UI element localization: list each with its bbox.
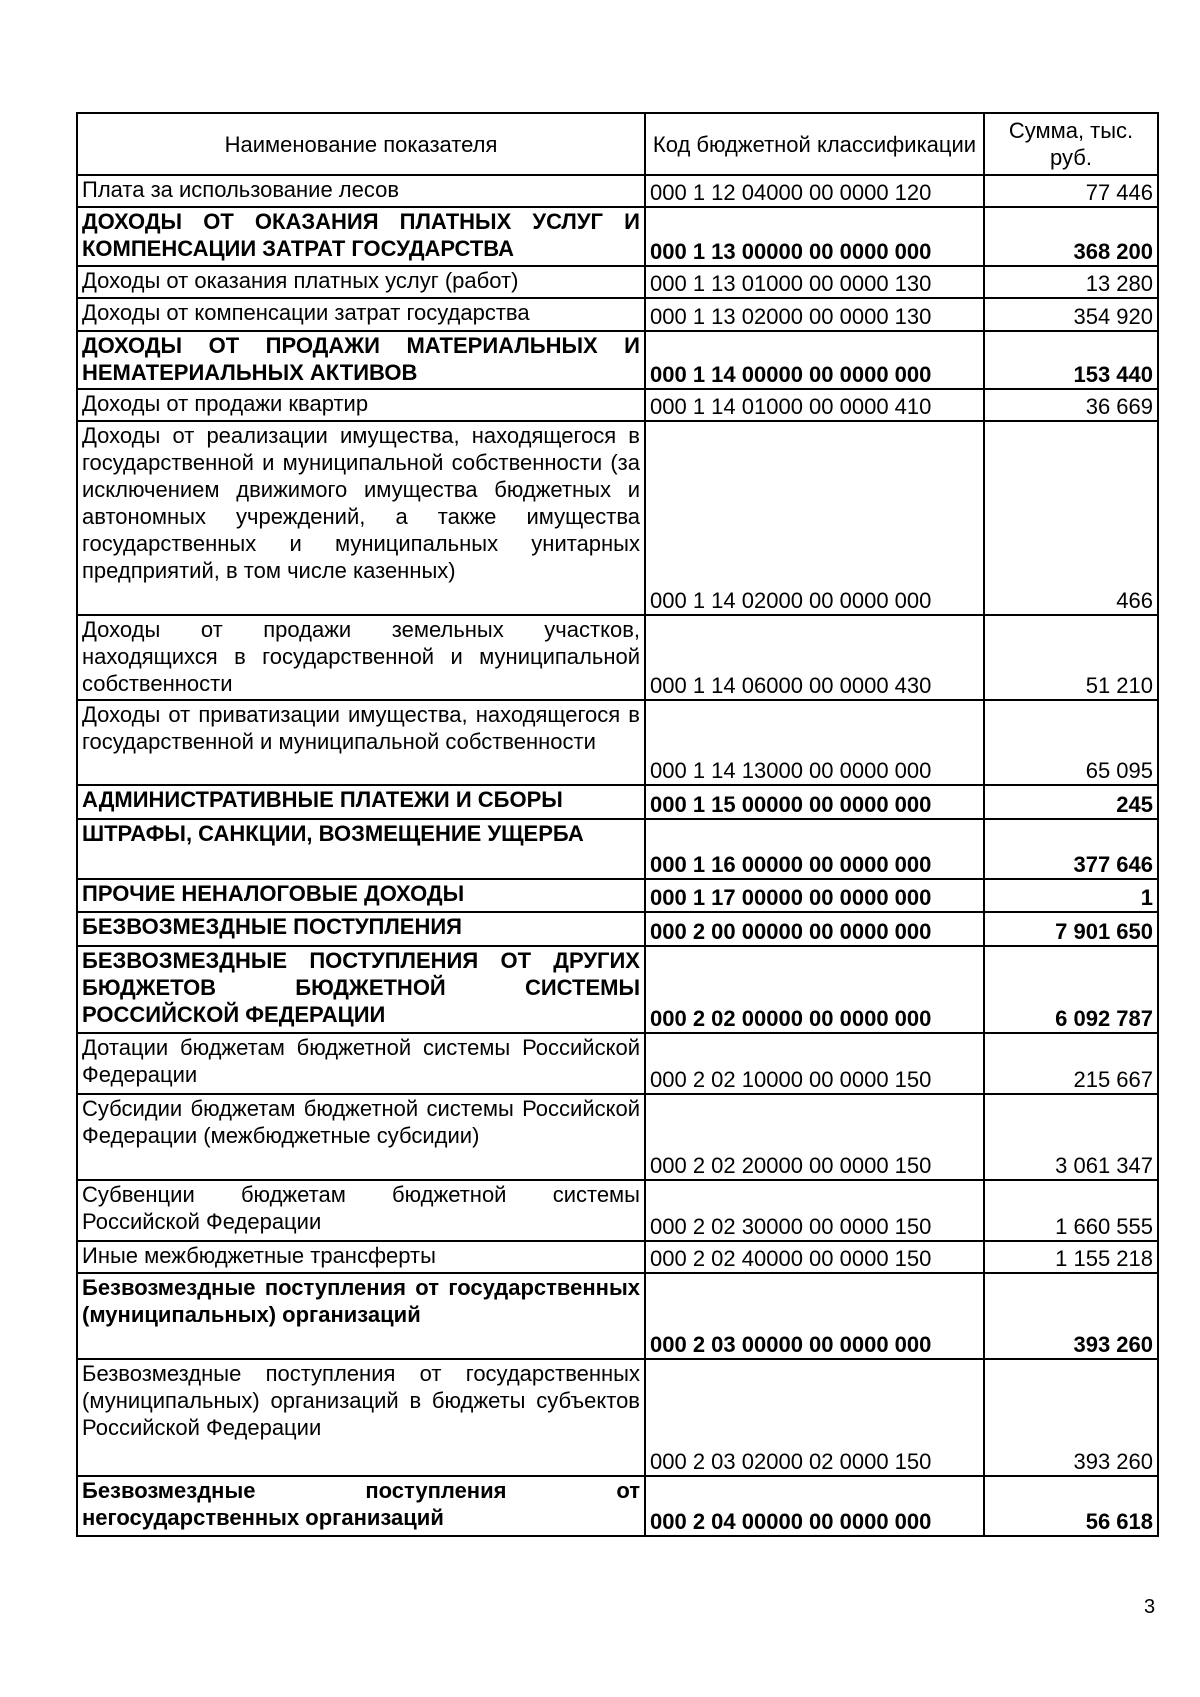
table-row [77, 946, 1158, 1033]
table-row [77, 298, 1158, 331]
row-name: Доходы от реализации имущества, находящегося в государственной и муниципальной собственности (за исключением движимого имущества бюджетных и автономных учреждений, а также имущества государственных и муниципальных унитарных предприятий, в том числе казенных) [77, 421, 645, 615]
row-code: 000 1 14 00000 00 0000 000 [645, 331, 984, 389]
row-code: 000 1 16 00000 00 0000 000 [645, 819, 984, 879]
table-row [77, 1273, 1158, 1359]
row-code: 000 1 17 00000 00 0000 000 [645, 879, 984, 912]
row-name: Безвозмездные поступления от государственных (муниципальных) организаций в бюджеты субъектов Российской Федерации [77, 1359, 645, 1476]
table-row [77, 389, 1158, 421]
row-code: 000 2 02 40000 00 0000 150 [645, 1241, 984, 1273]
row-name: БЕЗВОЗМЕЗДНЫЕ ПОСТУПЛЕНИЯ [77, 912, 645, 946]
row-sum: 1 [984, 879, 1158, 912]
row-sum: 466 [984, 421, 1158, 615]
row-name: Доходы от продажи квартир [77, 389, 645, 421]
table-row [77, 819, 1158, 879]
row-name: Безвозмездные поступления от негосударственных организаций [77, 1476, 645, 1536]
table-row [77, 421, 1158, 615]
row-name: Субвенции бюджетам бюджетной системы Российской Федерации [77, 1180, 645, 1241]
row-code: 000 1 15 00000 00 0000 000 [645, 785, 984, 819]
row-code: 000 2 04 00000 00 0000 000 [645, 1476, 984, 1536]
table-row [77, 700, 1158, 785]
table-row [77, 1180, 1158, 1241]
row-sum: 393 260 [984, 1359, 1158, 1476]
row-name: Доходы от оказания платных услуг (работ) [77, 266, 645, 298]
row-sum: 56 618 [984, 1476, 1158, 1536]
table-row [77, 1033, 1158, 1094]
row-name: Доходы от продажи земельных участков, находящихся в государственной и муниципальной собственности [77, 615, 645, 700]
table-row [77, 1241, 1158, 1273]
table-row [77, 331, 1158, 389]
table-row [77, 615, 1158, 700]
row-sum: 65 095 [984, 700, 1158, 785]
page-number: 3 [1144, 1596, 1156, 1618]
table-row [77, 785, 1158, 819]
table-row [77, 266, 1158, 298]
row-sum: 6 092 787 [984, 946, 1158, 1033]
row-name: АДМИНИСТРАТИВНЫЕ ПЛАТЕЖИ И СБОРЫ [77, 785, 645, 819]
row-code: 000 1 14 01000 00 0000 410 [645, 389, 984, 421]
row-code: 000 2 02 20000 00 0000 150 [645, 1094, 984, 1180]
row-sum: 245 [984, 785, 1158, 819]
row-code: 000 1 13 00000 00 0000 000 [645, 207, 984, 266]
row-code: 000 2 02 10000 00 0000 150 [645, 1033, 984, 1094]
row-name: Доходы от приватизации имущества, находящегося в государственной и муниципальной собственности [77, 700, 645, 785]
row-code: 000 2 03 02000 02 0000 150 [645, 1359, 984, 1476]
row-name: Безвозмездные поступления от государственных (муниципальных) организаций [77, 1273, 645, 1359]
row-sum: 36 669 [984, 389, 1158, 421]
row-sum: 1 155 218 [984, 1241, 1158, 1273]
row-name: ДОХОДЫ ОТ ПРОДАЖИ МАТЕРИАЛЬНЫХ И НЕМАТЕРИАЛЬНЫХ АКТИВОВ [77, 331, 645, 389]
row-sum: 7 901 650 [984, 912, 1158, 946]
row-name: Доходы от компенсации затрат государства [77, 298, 645, 331]
header-sum: Сумма, тыс. руб. [984, 113, 1158, 175]
row-code: 000 2 00 00000 00 0000 000 [645, 912, 984, 946]
row-code: 000 2 02 00000 00 0000 000 [645, 946, 984, 1033]
row-sum: 368 200 [984, 207, 1158, 266]
table-row [77, 1476, 1158, 1536]
row-sum: 51 210 [984, 615, 1158, 700]
row-code: 000 2 03 00000 00 0000 000 [645, 1273, 984, 1359]
row-sum: 377 646 [984, 819, 1158, 879]
table-row [77, 1094, 1158, 1180]
table-header-row [77, 113, 1158, 175]
row-name: Дотации бюджетам бюджетной системы Российской Федерации [77, 1033, 645, 1094]
row-sum: 153 440 [984, 331, 1158, 389]
row-name: ДОХОДЫ ОТ ОКАЗАНИЯ ПЛАТНЫХ УСЛУГ И КОМПЕНСАЦИИ ЗАТРАТ ГОСУДАРСТВА [77, 207, 645, 266]
row-name: Плата за использование лесов [77, 175, 645, 207]
row-code: 000 1 13 01000 00 0000 130 [645, 266, 984, 298]
row-name: БЕЗВОЗМЕЗДНЫЕ ПОСТУПЛЕНИЯ ОТ ДРУГИХ БЮДЖЕТОВ БЮДЖЕТНОЙ СИСТЕМЫ РОССИЙСКОЙ ФЕДЕРАЦИИ [77, 946, 645, 1033]
row-code: 000 2 02 30000 00 0000 150 [645, 1180, 984, 1241]
row-code: 000 1 14 06000 00 0000 430 [645, 615, 984, 700]
row-code: 000 1 14 13000 00 0000 000 [645, 700, 984, 785]
table-row [77, 175, 1158, 207]
row-name: ШТРАФЫ, САНКЦИИ, ВОЗМЕЩЕНИЕ УЩЕРБА [77, 819, 645, 879]
header-code: Код бюджетной классификации [645, 113, 984, 175]
table-row [77, 207, 1158, 266]
table-row [77, 879, 1158, 912]
table-row [77, 912, 1158, 946]
row-name: Иные межбюджетные трансферты [77, 1241, 645, 1273]
row-code: 000 1 12 04000 00 0000 120 [645, 175, 984, 207]
row-name: ПРОЧИЕ НЕНАЛОГОВЫЕ ДОХОДЫ [77, 879, 645, 912]
row-name: Субсидии бюджетам бюджетной системы Российской Федерации (межбюджетные субсидии) [77, 1094, 645, 1180]
row-sum: 1 660 555 [984, 1180, 1158, 1241]
row-sum: 77 446 [984, 175, 1158, 207]
row-code: 000 1 13 02000 00 0000 130 [645, 298, 984, 331]
table-row [77, 1359, 1158, 1476]
row-sum: 393 260 [984, 1273, 1158, 1359]
row-sum: 215 667 [984, 1033, 1158, 1094]
header-name: Наименование показателя [77, 113, 645, 175]
row-code: 000 1 14 02000 00 0000 000 [645, 421, 984, 615]
row-sum: 3 061 347 [984, 1094, 1158, 1180]
budget-table [76, 112, 1159, 1537]
row-sum: 354 920 [984, 298, 1158, 331]
row-sum: 13 280 [984, 266, 1158, 298]
